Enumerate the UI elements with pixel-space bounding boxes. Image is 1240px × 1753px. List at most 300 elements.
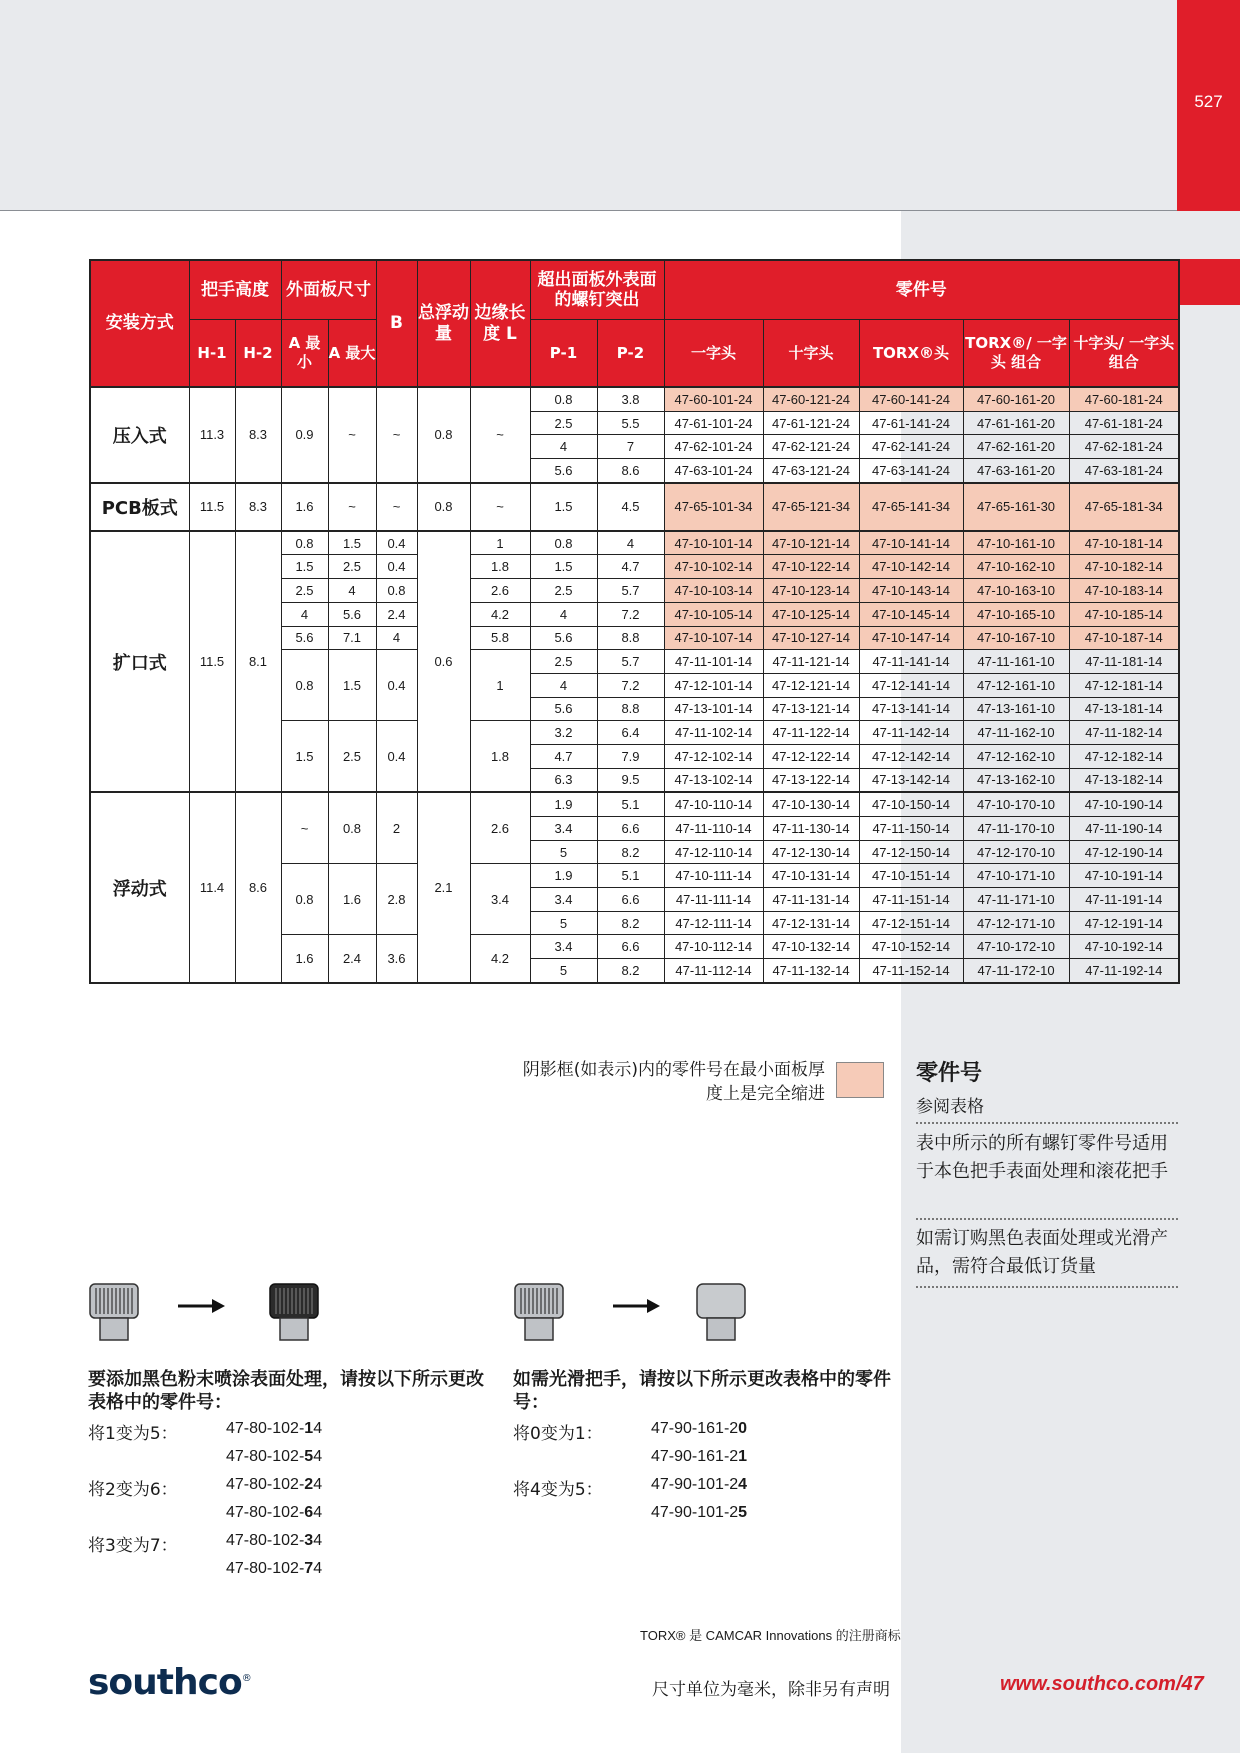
cell-part-number: 47-10-102-14 [664, 555, 763, 579]
cell-part-number: 47-10-122-14 [763, 555, 859, 579]
part-number-example [226, 1504, 322, 1522]
cell-part-number: 47-12-150-14 [859, 840, 963, 864]
part-suffix: 4 [313, 1448, 323, 1465]
cell-part-number: 47-10-152-14 [859, 935, 963, 959]
cell-h2: 8.1 [235, 531, 281, 793]
cell-p1: 1.5 [530, 555, 597, 579]
cell-mount: 扩口式 [90, 531, 189, 793]
logo-text: southco [88, 1662, 242, 1703]
cell-part-number: 47-10-131-14 [763, 864, 859, 888]
table-row [90, 387, 1179, 411]
cell-part-number: 47-13-162-10 [963, 768, 1069, 792]
website-link[interactable]: www.southco.com/47 [1000, 1673, 1204, 1695]
cell-a-min: 0.8 [281, 531, 328, 555]
cell-a-min: 4 [281, 602, 328, 626]
changed-digit: 1 [738, 1448, 748, 1465]
part-prefix: 47-90-101-2 [651, 1504, 739, 1521]
cell-part-number: 47-12-142-14 [859, 744, 963, 768]
sidebar-title: 零件号 [916, 1061, 983, 1086]
sidebar-paragraph-2: 如需订购黑色表面处理或光滑产品，需符合最低订货量 [916, 1228, 1168, 1277]
cell-part-number: 47-12-182-14 [1069, 744, 1179, 768]
part-suffix: 4 [313, 1560, 323, 1577]
cell-p2: 6.4 [597, 721, 664, 745]
cell-p1: 4 [530, 673, 597, 697]
cell-a-max: 4 [328, 579, 376, 603]
cell-b: 2 [376, 792, 417, 864]
cell-p1: 2.5 [530, 411, 597, 435]
cell-part-number: 47-61-161-20 [963, 411, 1069, 435]
change-rule-label: 将3变为7： [88, 1536, 178, 1556]
cell-a-max: 2.4 [328, 935, 376, 983]
cell-part-number: 47-11-181-14 [1069, 650, 1179, 674]
table-row [90, 531, 1179, 555]
mount-group [90, 531, 1179, 793]
unit-note: 尺寸单位为毫米，除非另有声明 [652, 1680, 890, 1700]
cell-edge: 1 [470, 650, 530, 721]
cell-a-max: 1.5 [328, 650, 376, 721]
changed-digit: 3 [304, 1532, 314, 1549]
part-prefix: 47-80-102- [226, 1448, 305, 1465]
cell-b: 4 [376, 626, 417, 650]
header-cross-slot: 十字头/ 一字头组合 [1069, 320, 1179, 388]
cell-part-number: 47-11-112-14 [664, 959, 763, 983]
part-prefix: 47-90-101-2 [651, 1476, 739, 1493]
cell-p1: 6.3 [530, 768, 597, 792]
cell-part-number: 47-10-143-14 [859, 579, 963, 603]
cell-part-number: 47-11-170-10 [963, 817, 1069, 841]
change-rule-label: 将0变为1： [513, 1424, 603, 1444]
part-prefix: 47-90-161-2 [651, 1420, 739, 1437]
part-suffix: 4 [313, 1504, 323, 1521]
cell-part-number: 47-13-122-14 [763, 768, 859, 792]
black-knurled-handle-icon [268, 1282, 320, 1342]
cell-edge: 3.4 [470, 864, 530, 935]
cell-h2: 8.6 [235, 792, 281, 983]
cell-a-min: 2.5 [281, 579, 328, 603]
changed-digit: 2 [304, 1476, 314, 1493]
cell-part-number: 47-12-121-14 [763, 673, 859, 697]
header-part-no: 零件号 [664, 260, 1179, 320]
cell-part-number: 47-61-141-24 [859, 411, 963, 435]
cell-part-number: 47-11-110-14 [664, 817, 763, 841]
cell-edge: 4.2 [470, 602, 530, 626]
cell-edge: 2.6 [470, 579, 530, 603]
cell-p2: 5.1 [597, 864, 664, 888]
cell-part-number: 47-63-181-24 [1069, 459, 1179, 483]
cell-part-number: 47-11-111-14 [664, 888, 763, 912]
page-number: 527 [1194, 92, 1223, 111]
cell-part-number: 47-63-161-20 [963, 459, 1069, 483]
part-suffix: 4 [313, 1420, 323, 1437]
part-prefix: 47-80-102- [226, 1560, 305, 1577]
cell-part-number: 47-13-181-14 [1069, 697, 1179, 721]
cell-part-number: 47-10-101-14 [664, 531, 763, 555]
cell-part-number: 47-62-181-24 [1069, 435, 1179, 459]
cell-part-number: 47-11-102-14 [664, 721, 763, 745]
cell-part-number: 47-10-121-14 [763, 531, 859, 555]
cell-part-number: 47-10-165-10 [963, 602, 1069, 626]
cell-part-number: 47-12-161-10 [963, 673, 1069, 697]
part-number-example [226, 1448, 322, 1466]
arrow-right-icon [613, 1297, 661, 1315]
cell-edge: 5.8 [470, 626, 530, 650]
cell-part-number: 47-10-112-14 [664, 935, 763, 959]
cell-b: 2.8 [376, 864, 417, 935]
cell-part-number: 47-12-110-14 [664, 840, 763, 864]
cell-p1: 5.6 [530, 697, 597, 721]
cell-part-number: 47-10-162-10 [963, 555, 1069, 579]
cell-p2: 7 [597, 435, 664, 459]
cell-p1: 3.4 [530, 817, 597, 841]
cell-p1: 5 [530, 911, 597, 935]
cell-p1: 3.4 [530, 935, 597, 959]
header-p1: P-1 [530, 320, 597, 388]
cell-p2: 3.8 [597, 387, 664, 411]
cell-part-number: 47-12-111-14 [664, 911, 763, 935]
cell-p2: 5.7 [597, 650, 664, 674]
cell-part-number: 47-12-170-10 [963, 840, 1069, 864]
cell-part-number: 47-10-151-14 [859, 864, 963, 888]
cell-part-number: 47-12-122-14 [763, 744, 859, 768]
cell-part-number: 47-60-181-24 [1069, 387, 1179, 411]
cell-a-min: 1.5 [281, 555, 328, 579]
registered-mark: ® [241, 1673, 251, 1684]
change-rule-label: 将1变为5： [88, 1424, 178, 1444]
cell-edge: 1.8 [470, 721, 530, 793]
header-edge: 边缘长度 L [470, 260, 530, 387]
header-b: B [376, 260, 417, 387]
cell-part-number: 47-10-107-14 [664, 626, 763, 650]
cell-part-number: 47-60-161-20 [963, 387, 1069, 411]
cell-p1: 0.8 [530, 531, 597, 555]
cell-p2: 8.2 [597, 911, 664, 935]
cell-a-min: 0.8 [281, 650, 328, 721]
cell-float: 0.8 [417, 483, 470, 531]
cell-part-number: 47-10-103-14 [664, 579, 763, 603]
cell-part-number: 47-61-101-24 [664, 411, 763, 435]
part-number-example [651, 1476, 747, 1494]
cell-part-number: 47-10-145-14 [859, 602, 963, 626]
cell-part-number: 47-10-183-14 [1069, 579, 1179, 603]
southco-logo [88, 1662, 251, 1703]
cell-p1: 5 [530, 959, 597, 983]
cell-part-number: 47-12-151-14 [859, 911, 963, 935]
cell-a-min: 0.8 [281, 864, 328, 935]
cell-part-number: 47-11-130-14 [763, 817, 859, 841]
cell-part-number: 47-13-102-14 [664, 768, 763, 792]
cell-part-number: 47-11-142-14 [859, 721, 963, 745]
legend-swatch [836, 1062, 884, 1098]
cell-h2: 8.3 [235, 387, 281, 483]
sidebar-subtitle: 参阅表格 [916, 1097, 984, 1117]
cell-float: 0.6 [417, 531, 470, 793]
black-finish-title: 要添加黑色粉末喷涂表面处理，请按以下所示更改表格中的零件号： [88, 1369, 484, 1413]
cell-part-number: 47-63-141-24 [859, 459, 963, 483]
cell-b: 2.4 [376, 602, 417, 626]
cell-p1: 5.6 [530, 459, 597, 483]
part-prefix: 47-80-102- [226, 1504, 305, 1521]
legend-line-2: 度上是完全缩进 [706, 1084, 825, 1104]
changed-digit: 5 [738, 1504, 748, 1521]
cell-p1: 1.9 [530, 864, 597, 888]
cell-a-min: 5.6 [281, 626, 328, 650]
cell-mount: 压入式 [90, 387, 189, 483]
cell-a-min: ~ [281, 792, 328, 864]
changed-digit: 0 [738, 1420, 748, 1437]
cell-p1: 4.7 [530, 744, 597, 768]
cell-h1: 11.3 [189, 387, 235, 483]
cell-part-number: 47-13-101-14 [664, 697, 763, 721]
cell-float: 2.1 [417, 792, 470, 983]
changed-digit: 4 [738, 1476, 748, 1493]
cell-part-number: 47-12-131-14 [763, 911, 859, 935]
cell-b: 0.4 [376, 531, 417, 555]
cell-b: ~ [376, 387, 417, 483]
cell-part-number: 47-10-110-14 [664, 792, 763, 816]
cell-a-min: 1.5 [281, 721, 328, 793]
table-row [90, 483, 1179, 531]
smooth-handle-icon [695, 1282, 747, 1342]
mount-group [90, 387, 1179, 483]
cell-part-number: 47-10-191-14 [1069, 864, 1179, 888]
cell-part-number: 47-10-185-14 [1069, 602, 1179, 626]
cell-edge: 1 [470, 531, 530, 555]
cell-part-number: 47-12-102-14 [664, 744, 763, 768]
cell-part-number: 47-10-172-10 [963, 935, 1069, 959]
cell-p1: 1.9 [530, 792, 597, 816]
table-ribbon [1180, 259, 1240, 305]
header-mount: 安装方式 [90, 260, 189, 387]
cell-part-number: 47-11-162-10 [963, 721, 1069, 745]
cell-part-number: 47-11-190-14 [1069, 817, 1179, 841]
cell-a-max: 0.8 [328, 792, 376, 864]
cell-p1: 4 [530, 435, 597, 459]
cell-part-number: 47-62-161-20 [963, 435, 1069, 459]
cell-edge: ~ [470, 483, 530, 531]
cell-p1: 2.5 [530, 579, 597, 603]
cell-part-number: 47-11-121-14 [763, 650, 859, 674]
cell-p2: 5.7 [597, 579, 664, 603]
cell-part-number: 47-62-121-24 [763, 435, 859, 459]
cell-a-min: 1.6 [281, 935, 328, 983]
cell-part-number: 47-13-182-14 [1069, 768, 1179, 792]
cell-a-max: 2.5 [328, 555, 376, 579]
cell-part-number: 47-60-101-24 [664, 387, 763, 411]
knurled-handle-icon [513, 1282, 565, 1342]
cell-part-number: 47-10-181-14 [1069, 531, 1179, 555]
cell-b: 0.4 [376, 721, 417, 793]
cell-part-number: 47-12-190-14 [1069, 840, 1179, 864]
cell-part-number: 47-65-181-34 [1069, 483, 1179, 531]
cell-a-min: 1.6 [281, 483, 328, 531]
cell-part-number: 47-12-171-10 [963, 911, 1069, 935]
cell-p2: 8.2 [597, 840, 664, 864]
cell-b: 0.4 [376, 650, 417, 721]
part-prefix: 47-80-102- [226, 1476, 305, 1493]
cell-p2: 4.7 [597, 555, 664, 579]
cell-part-number: 47-12-162-10 [963, 744, 1069, 768]
header-h1: H-1 [189, 320, 235, 388]
cell-part-number: 47-63-101-24 [664, 459, 763, 483]
cell-part-number: 47-61-121-24 [763, 411, 859, 435]
cell-part-number: 47-12-141-14 [859, 673, 963, 697]
cell-p1: 2.5 [530, 650, 597, 674]
part-number-example [226, 1560, 322, 1578]
cell-part-number: 47-62-101-24 [664, 435, 763, 459]
cell-part-number: 47-12-101-14 [664, 673, 763, 697]
cell-p1: 5.6 [530, 626, 597, 650]
cell-part-number: 47-12-130-14 [763, 840, 859, 864]
cell-b: 3.6 [376, 935, 417, 983]
header-a-max: A 最大 [328, 320, 376, 388]
cell-p2: 7.2 [597, 602, 664, 626]
header-band [0, 0, 1177, 211]
part-number-example [226, 1420, 322, 1438]
cell-part-number: 47-11-171-10 [963, 888, 1069, 912]
part-prefix: 47-80-102- [226, 1532, 305, 1549]
cell-part-number: 47-10-161-10 [963, 531, 1069, 555]
cell-part-number: 47-11-101-14 [664, 650, 763, 674]
header-slot: 一字头 [664, 320, 763, 388]
mount-group [90, 483, 1179, 531]
part-prefix: 47-80-102- [226, 1420, 305, 1437]
part-number-example [651, 1448, 747, 1466]
cell-part-number: 47-11-150-14 [859, 817, 963, 841]
change-rule-label: 将4变为5： [513, 1480, 603, 1500]
cell-part-number: 47-62-141-24 [859, 435, 963, 459]
cell-p2: 7.2 [597, 673, 664, 697]
cell-part-number: 47-10-190-14 [1069, 792, 1179, 816]
torx-trademark-note: TORX® 是 CAMCAR Innovations 的注册商标 [640, 1628, 901, 1643]
cell-h1: 11.5 [189, 531, 235, 793]
cell-part-number: 47-11-122-14 [763, 721, 859, 745]
cell-p2: 9.5 [597, 768, 664, 792]
cell-b: 0.8 [376, 579, 417, 603]
cell-part-number: 47-13-121-14 [763, 697, 859, 721]
cell-a-max: 1.6 [328, 864, 376, 935]
part-number-example [226, 1476, 322, 1494]
cell-p2: 8.6 [597, 459, 664, 483]
cell-part-number: 47-10-105-14 [664, 602, 763, 626]
cell-b: ~ [376, 483, 417, 531]
cell-part-number: 47-10-123-14 [763, 579, 859, 603]
cell-a-max: 2.5 [328, 721, 376, 793]
cell-part-number: 47-12-181-14 [1069, 673, 1179, 697]
cell-p2: 6.6 [597, 817, 664, 841]
changed-digit: 7 [304, 1560, 314, 1577]
cell-float: 0.8 [417, 387, 470, 483]
cell-part-number: 47-10-167-10 [963, 626, 1069, 650]
divider [916, 1286, 1178, 1288]
cell-part-number: 47-65-121-34 [763, 483, 859, 531]
smooth-handle-title: 如需光滑把手，请按以下所示更改表格中的零件号： [513, 1369, 891, 1413]
cell-p1: 1.5 [530, 483, 597, 531]
cell-part-number: 47-10-142-14 [859, 555, 963, 579]
knurled-handle-icon [88, 1282, 140, 1342]
cell-part-number: 47-13-161-10 [963, 697, 1069, 721]
header-torx-slot: TORX®/ 一字头 组合 [963, 320, 1069, 388]
cell-p1: 5 [530, 840, 597, 864]
header-panel-size: 外面板尺寸 [281, 260, 376, 320]
cell-part-number: 47-10-171-10 [963, 864, 1069, 888]
cell-mount: 浮动式 [90, 792, 189, 983]
cell-p1: 4 [530, 602, 597, 626]
cell-p2: 5.1 [597, 792, 664, 816]
cell-part-number: 47-11-151-14 [859, 888, 963, 912]
cell-p2: 8.8 [597, 626, 664, 650]
cell-part-number: 47-61-181-24 [1069, 411, 1179, 435]
cell-part-number: 47-10-187-14 [1069, 626, 1179, 650]
cell-edge: ~ [470, 387, 530, 483]
header-float: 总浮动量 [417, 260, 470, 387]
cell-a-max: ~ [328, 387, 376, 483]
cell-part-number: 47-10-132-14 [763, 935, 859, 959]
part-suffix: 4 [313, 1532, 323, 1549]
cell-part-number: 47-65-161-30 [963, 483, 1069, 531]
changed-digit: 1 [304, 1420, 314, 1437]
cell-part-number: 47-11-131-14 [763, 888, 859, 912]
divider [916, 1218, 1178, 1220]
cell-part-number: 47-11-182-14 [1069, 721, 1179, 745]
cell-edge: 4.2 [470, 935, 530, 983]
header-protrusion: 超出面板外表面的螺钉突出 [530, 260, 664, 320]
cell-part-number: 47-63-121-24 [763, 459, 859, 483]
cell-p1: 3.4 [530, 888, 597, 912]
cell-part-number: 47-10-127-14 [763, 626, 859, 650]
cell-part-number: 47-65-141-34 [859, 483, 963, 531]
header-h2: H-2 [235, 320, 281, 388]
cell-p2: 4 [597, 531, 664, 555]
cell-part-number: 47-10-192-14 [1069, 935, 1179, 959]
cell-part-number: 47-13-141-14 [859, 697, 963, 721]
cell-p2: 4.5 [597, 483, 664, 531]
cell-part-number: 47-11-152-14 [859, 959, 963, 983]
cell-part-number: 47-11-141-14 [859, 650, 963, 674]
cell-edge: 1.8 [470, 555, 530, 579]
cell-h1: 11.5 [189, 483, 235, 531]
cell-a-max: ~ [328, 483, 376, 531]
arrow-right-icon [178, 1297, 226, 1315]
cell-part-number: 47-10-125-14 [763, 602, 859, 626]
cell-part-number: 47-10-170-10 [963, 792, 1069, 816]
legend-text [480, 1058, 825, 1106]
cell-part-number: 47-60-121-24 [763, 387, 859, 411]
cell-part-number: 47-11-132-14 [763, 959, 859, 983]
cell-edge: 2.6 [470, 792, 530, 864]
header-handle-height: 把手高度 [189, 260, 281, 320]
divider [916, 1122, 1178, 1124]
cell-part-number: 47-10-163-10 [963, 579, 1069, 603]
cell-b: 0.4 [376, 555, 417, 579]
legend-line-1: 阴影框(如表示)内的零件号在最小面板厚 [522, 1060, 825, 1080]
part-prefix: 47-90-161-2 [651, 1448, 739, 1465]
cell-part-number: 47-11-191-14 [1069, 888, 1179, 912]
cell-p1: 3.2 [530, 721, 597, 745]
cell-p2: 8.8 [597, 697, 664, 721]
cell-p2: 5.5 [597, 411, 664, 435]
header-a-min: A 最小 [281, 320, 328, 388]
cell-h2: 8.3 [235, 483, 281, 531]
cell-part-number: 47-10-141-14 [859, 531, 963, 555]
cell-part-number: 47-11-161-10 [963, 650, 1069, 674]
cell-a-max: 1.5 [328, 531, 376, 555]
cell-h1: 11.4 [189, 792, 235, 983]
cell-part-number: 47-11-192-14 [1069, 959, 1179, 983]
cell-part-number: 47-10-150-14 [859, 792, 963, 816]
changed-digit: 6 [304, 1504, 314, 1521]
cell-a-max: 7.1 [328, 626, 376, 650]
part-number-table [89, 259, 1180, 984]
